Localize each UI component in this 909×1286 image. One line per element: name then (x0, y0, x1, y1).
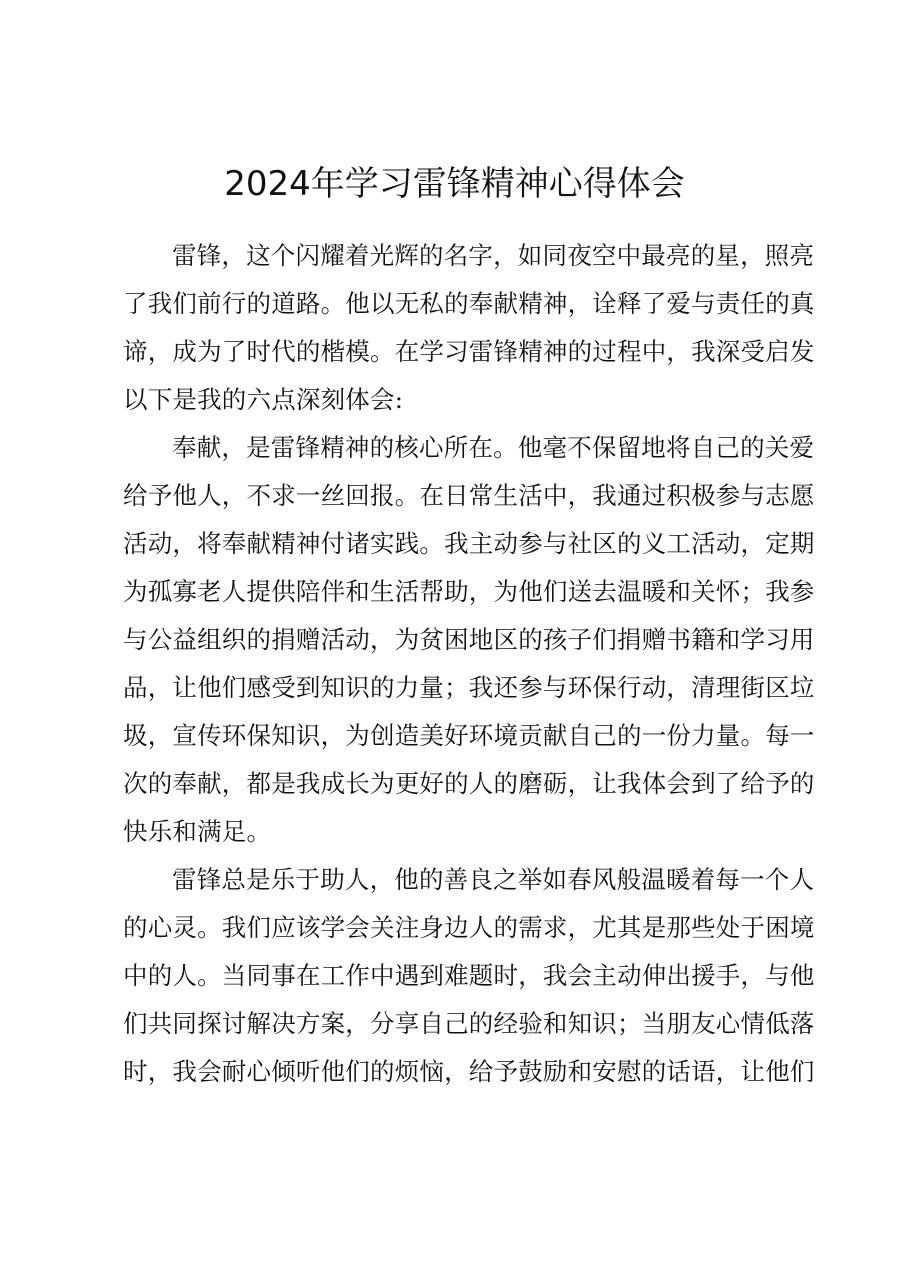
text-line: 谛，成为了时代的楷模。在学习雷锋精神的过程中，我深受启发 (123, 337, 815, 366)
paragraph-2 (123, 424, 815, 856)
text-line: 奉献，是雷锋精神的核心所在。他毫不保留地将自己的关爱 (172, 433, 815, 462)
text-line: 品，让他们感受到知识的力量；我还参与环保行动，清理街区垃 (123, 673, 815, 702)
paragraph-1 (123, 232, 815, 424)
text-line: 以下是我的六点深刻体会: (123, 385, 404, 414)
text-line: 活动，将奉献精神付诸实践。我主动参与社区的义工活动，定期 (123, 529, 815, 558)
text-line: 们共同探讨解决方案，分享自己的经验和知识；当朋友心情低落 (123, 1009, 815, 1038)
text-line: 雷锋总是乐于助人，他的善良之举如春风般温暖着每一个人 (172, 865, 815, 894)
paragraph-3 (123, 856, 815, 1096)
text-line: 了我们前行的道路。他以无私的奉献精神，诠释了爱与责任的真 (123, 289, 815, 318)
text-line: 圾，宣传环保知识，为创造美好环境贡献自己的一份力量。每一 (123, 721, 815, 750)
text-line: 为孤寡老人提供陪伴和生活帮助，为他们送去温暖和关怀；我参 (123, 577, 815, 606)
document-body (123, 232, 815, 1096)
text-line: 的心灵。我们应该学会关注身边人的需求，尤其是那些处于困境 (123, 913, 815, 942)
text-line: 给予他人，不求一丝回报。在日常生活中，我通过积极参与志愿 (123, 481, 815, 510)
text-line: 次的奉献，都是我成长为更好的人的磨砺，让我体会到了给予的 (123, 769, 815, 798)
document-title: 2024年学习雷锋精神心得体会 (224, 164, 685, 204)
text-line: 快乐和满足。 (123, 817, 272, 846)
text-line: 与公益组织的捐赠活动，为贫困地区的孩子们捐赠书籍和学习用 (123, 625, 815, 654)
text-line: 时，我会耐心倾听他们的烦恼，给予鼓励和安慰的话语，让他们 (123, 1057, 815, 1086)
text-line: 中的人。当同事在工作中遇到难题时，我会主动伸出援手，与他 (123, 961, 815, 990)
text-line: 雷锋，这个闪耀着光辉的名字，如同夜空中最亮的星，照亮 (172, 241, 815, 270)
